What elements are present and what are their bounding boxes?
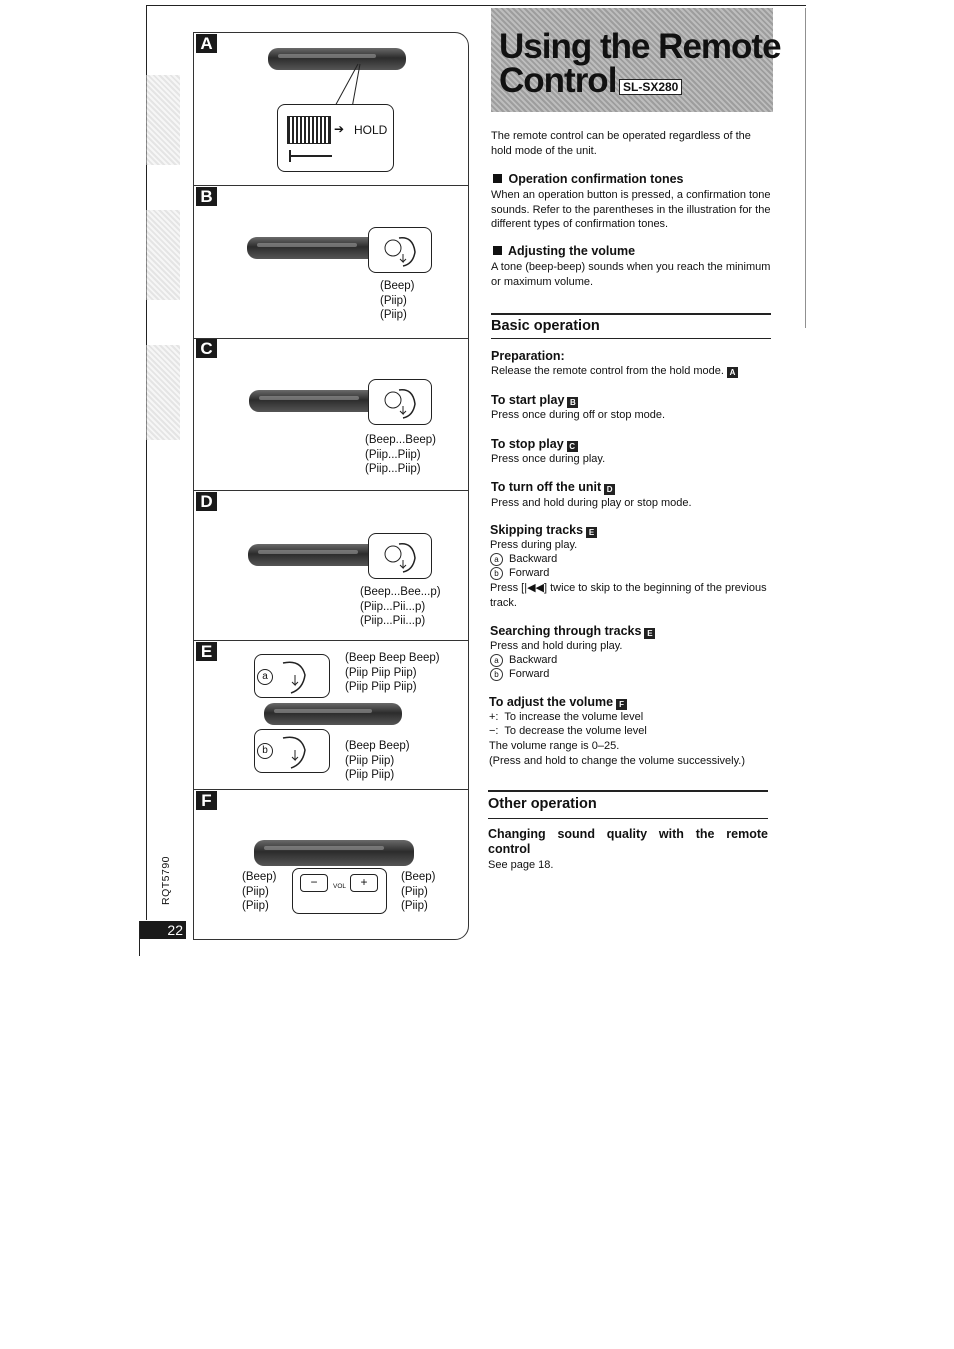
turn-off-heading-text: To turn off the unit	[491, 480, 602, 494]
volume-hold-note: (Press and hold to change the volume successively.)	[489, 755, 745, 767]
ref-a-icon: A	[727, 367, 738, 378]
other-operation-rule	[488, 790, 768, 792]
stop-play-heading	[491, 437, 578, 452]
volume-down-button-icon: −	[300, 874, 328, 892]
press-finger-icon	[368, 227, 432, 273]
start-play-heading	[491, 393, 578, 408]
searching-backward-text: Backward	[509, 654, 558, 666]
skipping-note: Press [|◀◀] twice to skip to the beginning of the previous track.	[490, 582, 767, 609]
tone-text-c: (Beep...Beep) (Piip...Piip) (Piip...Piip)	[365, 434, 436, 475]
ref-e-icon: E	[586, 527, 597, 538]
op-confirm-body: When an operation button is pressed, a confirmation tone sounds. Refer to the parentheses in the illustration for the different types of confirmation tones.	[491, 189, 771, 230]
hold-arrow-icon: ➔	[334, 122, 345, 136]
op-confirm-heading	[491, 172, 684, 186]
panel-divider	[193, 640, 469, 641]
page-title-line1: Using the Remote	[499, 27, 781, 66]
volume-range: The volume range is 0–25.	[489, 740, 620, 752]
mark-b-icon: b	[490, 668, 503, 681]
mark-a-icon: a	[490, 654, 503, 667]
ref-c-icon: C	[567, 441, 578, 452]
tone-text-e-forward: (Beep Beep) (Piip Piip) (Piip Piip)	[345, 740, 410, 781]
ref-d-icon: D	[604, 484, 615, 495]
searching-forward-text: Forward	[509, 668, 550, 680]
panel-f-label: F	[196, 791, 217, 810]
skipping-forward	[490, 566, 549, 581]
panel-divider	[193, 490, 469, 491]
panel-divider	[193, 338, 469, 339]
page-title-line2: Control	[499, 61, 617, 100]
hold-callout-lines	[330, 62, 370, 110]
searching-heading	[490, 624, 655, 639]
page-number: 22	[140, 921, 186, 939]
ref-f-icon: F	[616, 699, 627, 710]
volume-heading	[489, 695, 627, 710]
model-badge: SL-SX280	[619, 79, 682, 95]
panel-divider	[193, 185, 469, 186]
adjust-volume-heading-text: Adjusting the volume	[508, 244, 636, 258]
mark-b-circle: b	[257, 743, 273, 759]
other-operation-underline	[488, 818, 768, 819]
sheet-right-rule	[805, 8, 806, 328]
skipping-backward-text: Backward	[509, 553, 558, 565]
start-play-heading-text: To start play	[491, 393, 565, 407]
slide-direction-arrow-icon	[288, 150, 333, 162]
document-code: RQT5790	[160, 855, 172, 905]
turn-off-body: Press and hold during play or stop mode.	[491, 497, 692, 509]
edge-shading	[146, 345, 180, 440]
stop-play-heading-text: To stop play	[491, 437, 564, 451]
preparation-body	[491, 364, 773, 379]
skipping-backward	[490, 552, 557, 567]
ref-e-icon: E	[644, 628, 655, 639]
adjust-volume-body: A tone (beep-beep) sounds when you reach the minimum or maximum volume.	[491, 261, 771, 288]
remote-control-illustration	[248, 544, 388, 566]
hold-label: HOLD	[354, 123, 388, 137]
tone-text-f-left: (Beep) (Piip) (Piip)	[242, 871, 277, 912]
hold-switch-slider	[287, 116, 331, 144]
press-hold-finger-icon	[368, 533, 432, 579]
preparation-body-text: Release the remote control from the hold mode.	[491, 365, 724, 377]
ref-b-icon: B	[567, 397, 578, 408]
basic-operation-rule	[491, 313, 771, 315]
stop-play-body: Press once during play.	[491, 453, 606, 465]
edge-shading	[146, 210, 180, 300]
basic-operation-underline	[491, 338, 771, 339]
panel-d-label: D	[196, 492, 217, 511]
skipping-heading-text: Skipping tracks	[490, 523, 584, 537]
press-hold-finger-icon	[368, 379, 432, 425]
tone-text-e-backward: (Beep Beep Beep) (Piip Piip Piip) (Piip Piip Piip)	[345, 652, 440, 693]
turn-off-heading	[491, 480, 615, 495]
sheet-top-rule	[146, 5, 806, 6]
basic-operation-heading: Basic operation	[491, 318, 600, 334]
panel-c-label: C	[196, 339, 217, 358]
searching-heading-text: Searching through tracks	[490, 624, 642, 638]
searching-forward	[490, 667, 549, 682]
remote-control-illustration	[247, 237, 387, 259]
tone-text-f-right: (Beep) (Piip) (Piip)	[401, 871, 436, 912]
sound-quality-heading: Changing sound quality with the remote control	[488, 827, 768, 856]
searching-backward	[490, 653, 557, 668]
op-confirm-heading-text: Operation confirmation tones	[508, 172, 684, 186]
skipping-forward-text: Forward	[509, 567, 550, 579]
preparation-heading: Preparation:	[491, 349, 565, 363]
tone-text-d: (Beep...Bee...p) (Piip...Pii...p) (Piip...Pii...p)	[360, 586, 441, 627]
tone-text-b: (Beep) (Piip) (Piip)	[380, 280, 415, 321]
panel-b-label: B	[196, 187, 217, 206]
panel-a-label: A	[196, 34, 217, 53]
mark-a-circle: a	[257, 669, 273, 685]
edge-shading	[146, 75, 180, 165]
remote-control-illustration	[264, 703, 402, 725]
volume-increase: +: To increase the volume level	[489, 711, 644, 723]
skipping-body: Press during play.	[490, 539, 578, 551]
panel-e-label: E	[196, 642, 217, 661]
searching-body: Press and hold during play.	[490, 640, 623, 652]
mark-b-icon: b	[490, 567, 503, 580]
volume-up-button-icon: +	[350, 874, 378, 892]
intro-text: The remote control can be operated regardless of the hold mode of the unit.	[491, 130, 751, 157]
start-play-body: Press once during off or stop mode.	[491, 409, 666, 421]
mark-a-icon: a	[490, 553, 503, 566]
remote-control-illustration	[254, 840, 414, 866]
skipping-heading	[490, 523, 597, 538]
adjust-volume-heading	[491, 244, 635, 258]
sound-quality-body: See page 18.	[488, 859, 554, 871]
panel-divider	[193, 789, 469, 790]
volume-decrease: −: To decrease the volume level	[489, 725, 647, 737]
volume-heading-text: To adjust the volume	[489, 695, 614, 709]
vol-label: VOL	[333, 883, 347, 890]
other-operation-heading: Other operation	[488, 796, 597, 812]
